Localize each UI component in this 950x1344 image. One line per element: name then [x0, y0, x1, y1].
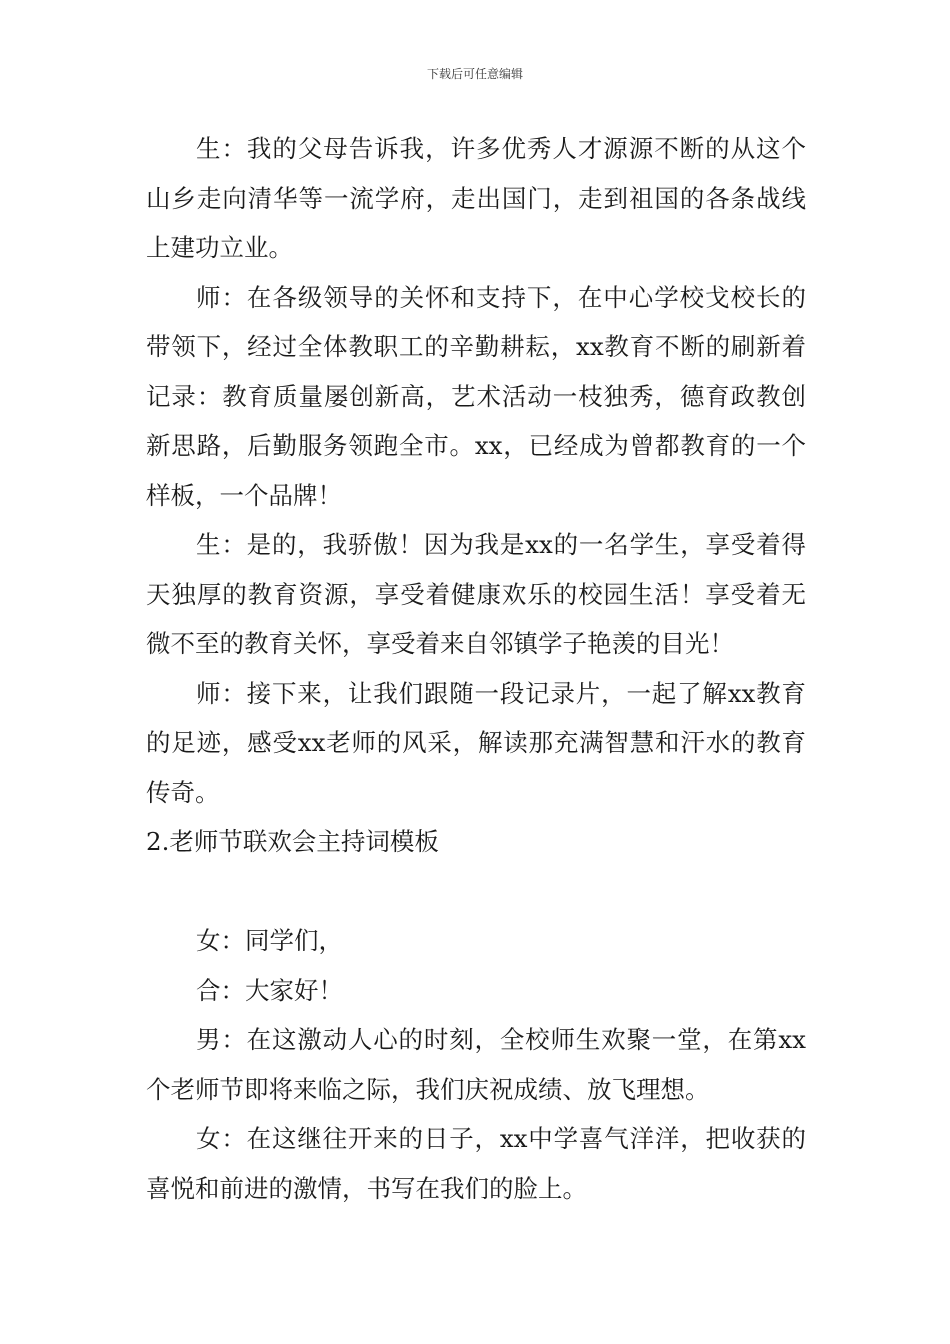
paragraph-female-opening: 女：在这继往开来的日子，xx中学喜气洋洋，把收获的喜悦和前进的激情，书写在我们的脸上。: [146, 1124, 806, 1203]
paragraph-male-opening: 男：在这激动人心的时刻，全校师生欢聚一堂，在第xx个老师节即将来临之际，我们庆祝成绩、放飞理想。: [146, 1025, 806, 1104]
blank-line: [146, 867, 806, 917]
paragraph-student-parents: 生：我的父母告诉我，许多优秀人才源源不断的从这个山乡走向清华等一流学府，走出国门，走到祖国的各条战线上建功立业。: [146, 134, 806, 262]
page-header: 下载后可任意编辑: [426, 67, 523, 81]
paragraph-student-pride: 生：是的，我骄傲！因为我是xx的一名学生，享受着得天独厚的教育资源，享受着健康欢乐的校园生活！享受着无微不至的教育关怀，享受着来自邻镇学子艳羡的目光！: [146, 530, 806, 658]
paragraph-together-greeting: 合：大家好！: [196, 975, 343, 1005]
document-body: [146, 124, 806, 1213]
paragraph-female-greeting: 女：同学们，: [196, 926, 343, 955]
paragraph-teacher-documentary: 师：接下来，让我们跟随一段记录片，一起了解xx教育的足迹，感受xx老师的风采，解读那充满智慧和汗水的教育传奇。: [146, 678, 806, 807]
section-heading: 2.老师节联欢会主持词模板: [146, 827, 439, 856]
paragraph-teacher-achievements: 师：在各级领导的关怀和支持下，在中心学校戈校长的带领下，经过全体教职工的辛勤耕耘，xx教育不断的刷新着记录：教育质量屡创新高，艺术活动一枝独秀，德育政教创新思路，后勤服务领跑全市。xx，已经成为曾都教育的一个样板，一个品牌！: [146, 282, 806, 510]
